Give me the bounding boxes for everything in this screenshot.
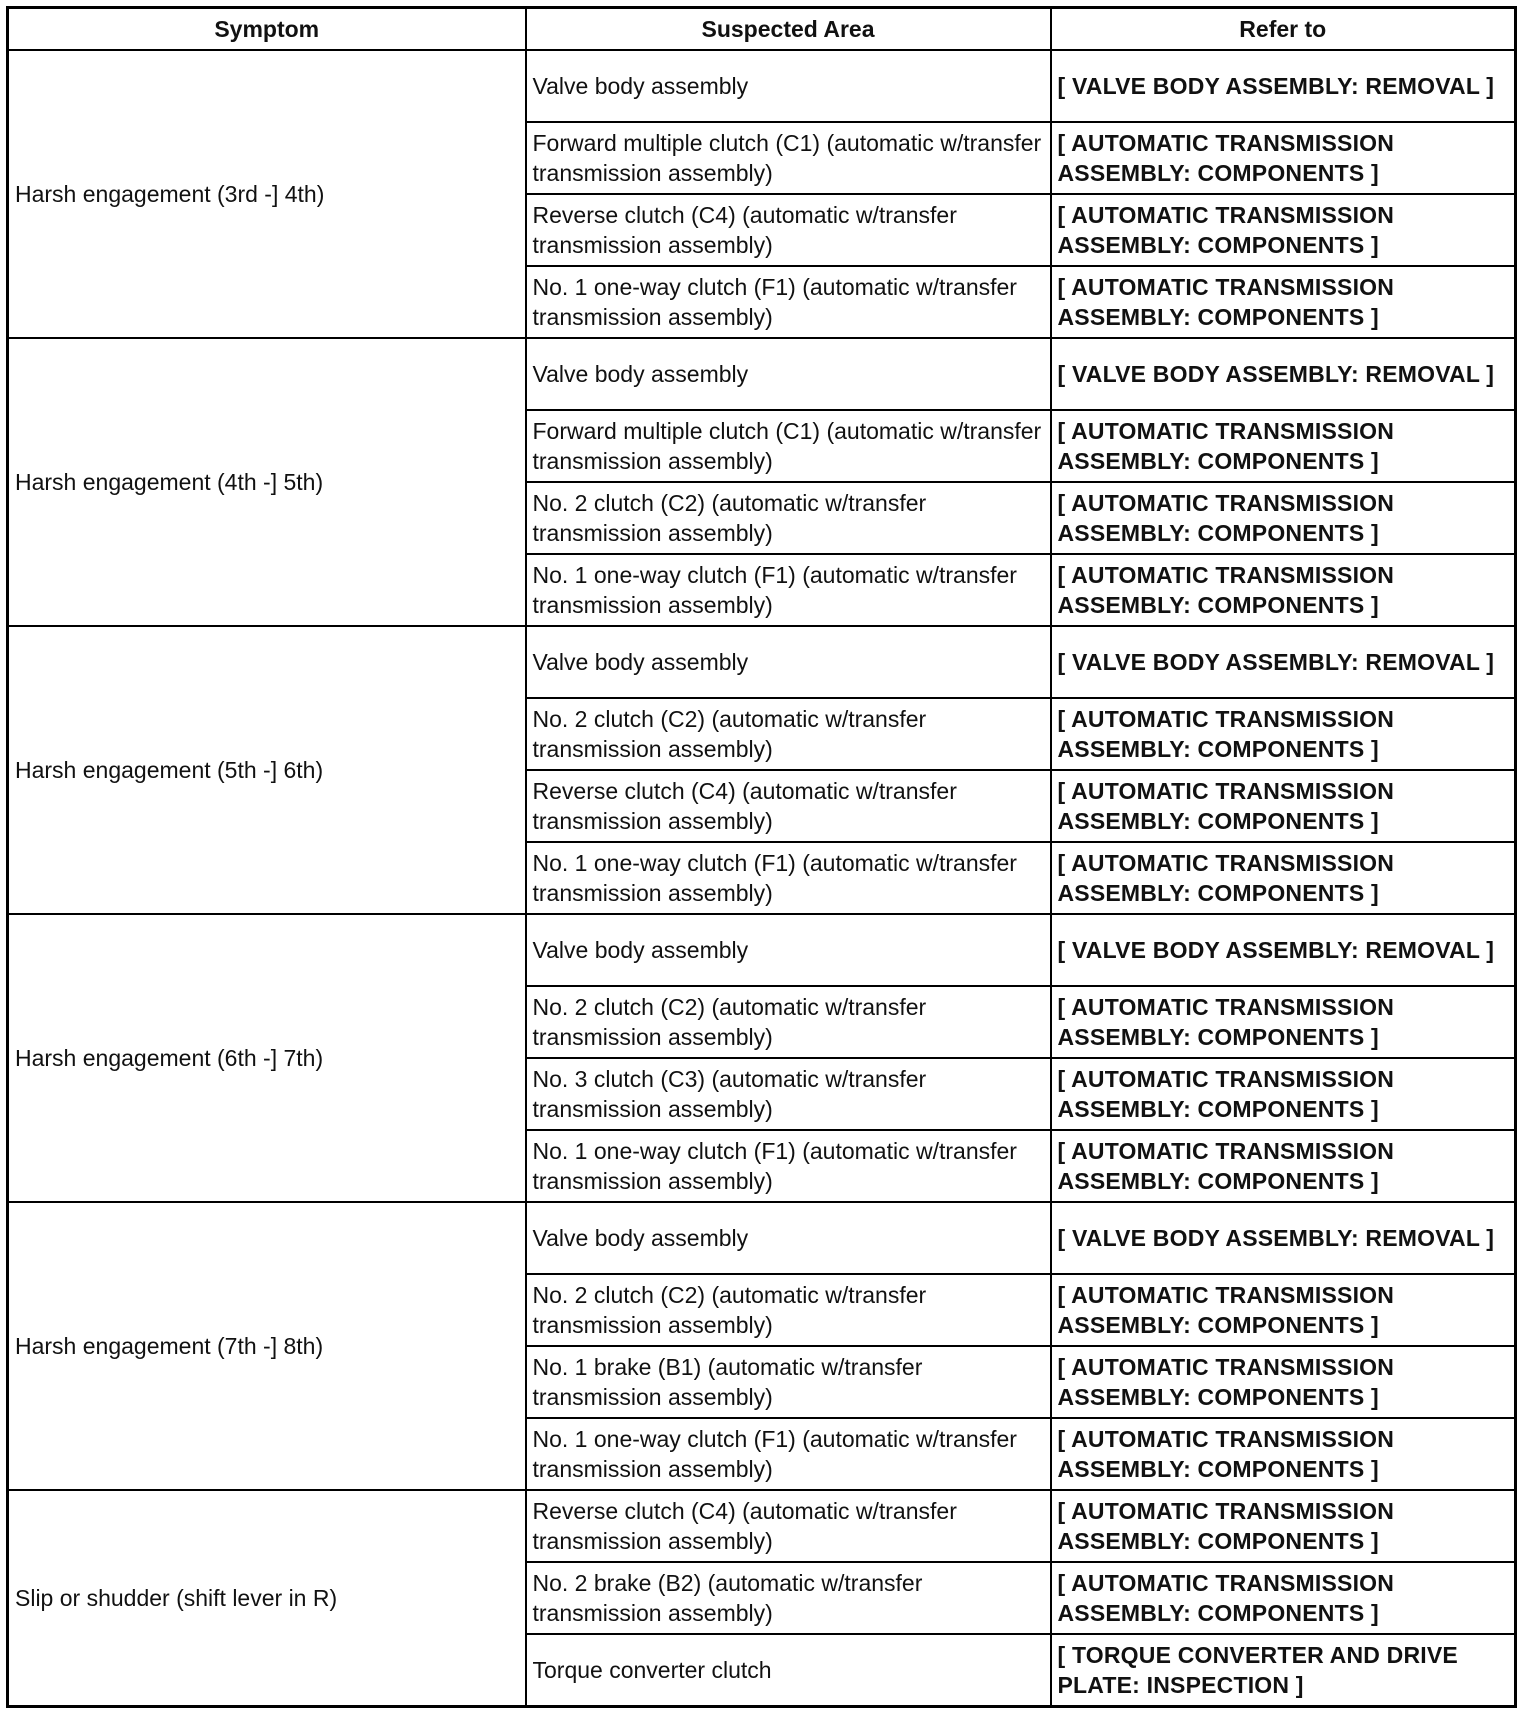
table-row: [8, 626, 1516, 698]
refer-to-cell: [ AUTOMATIC TRANSMISSION ASSEMBLY: COMPONENTS ]: [1051, 266, 1516, 338]
table-row: [8, 914, 1516, 986]
suspected-area-cell: Reverse clutch (C4) (automatic w/transfer transmission assembly): [526, 194, 1051, 266]
refer-to-cell: [ AUTOMATIC TRANSMISSION ASSEMBLY: COMPONENTS ]: [1051, 1490, 1516, 1562]
refer-to-cell: [ AUTOMATIC TRANSMISSION ASSEMBLY: COMPONENTS ]: [1051, 1130, 1516, 1202]
table-body: [8, 50, 1516, 1707]
suspected-area-cell: No. 2 clutch (C2) (automatic w/transfer transmission assembly): [526, 698, 1051, 770]
refer-to-cell: [ VALVE BODY ASSEMBLY: REMOVAL ]: [1051, 50, 1516, 122]
suspected-area-cell: No. 3 clutch (C3) (automatic w/transfer transmission assembly): [526, 1058, 1051, 1130]
refer-to-cell: [ AUTOMATIC TRANSMISSION ASSEMBLY: COMPONENTS ]: [1051, 842, 1516, 914]
suspected-area-cell: Valve body assembly: [526, 50, 1051, 122]
suspected-area-cell: No. 1 one-way clutch (F1) (automatic w/transfer transmission assembly): [526, 266, 1051, 338]
suspected-area-cell: No. 1 one-way clutch (F1) (automatic w/transfer transmission assembly): [526, 1418, 1051, 1490]
refer-to-cell: [ AUTOMATIC TRANSMISSION ASSEMBLY: COMPONENTS ]: [1051, 554, 1516, 626]
suspected-area-cell: No. 2 brake (B2) (automatic w/transfer transmission assembly): [526, 1562, 1051, 1634]
symptom-cell: Harsh engagement (6th -] 7th): [8, 914, 526, 1202]
refer-to-cell: [ VALVE BODY ASSEMBLY: REMOVAL ]: [1051, 626, 1516, 698]
refer-to-cell: [ VALVE BODY ASSEMBLY: REMOVAL ]: [1051, 914, 1516, 986]
refer-to-cell: [ AUTOMATIC TRANSMISSION ASSEMBLY: COMPONENTS ]: [1051, 986, 1516, 1058]
refer-to-cell: [ AUTOMATIC TRANSMISSION ASSEMBLY: COMPONENTS ]: [1051, 1274, 1516, 1346]
suspected-area-cell: Forward multiple clutch (C1) (automatic w/transfer transmission assembly): [526, 410, 1051, 482]
refer-to-cell: [ AUTOMATIC TRANSMISSION ASSEMBLY: COMPONENTS ]: [1051, 1418, 1516, 1490]
suspected-area-cell: Valve body assembly: [526, 338, 1051, 410]
symptom-cell: Harsh engagement (3rd -] 4th): [8, 50, 526, 338]
suspected-area-cell: No. 2 clutch (C2) (automatic w/transfer transmission assembly): [526, 986, 1051, 1058]
refer-to-cell: [ TORQUE CONVERTER AND DRIVE PLATE: INSPECTION ]: [1051, 1634, 1516, 1707]
refer-to-cell: [ AUTOMATIC TRANSMISSION ASSEMBLY: COMPONENTS ]: [1051, 1058, 1516, 1130]
suspected-area-cell: Reverse clutch (C4) (automatic w/transfer transmission assembly): [526, 770, 1051, 842]
refer-to-cell: [ AUTOMATIC TRANSMISSION ASSEMBLY: COMPONENTS ]: [1051, 194, 1516, 266]
suspected-area-cell: Valve body assembly: [526, 626, 1051, 698]
suspected-area-cell: No. 2 clutch (C2) (automatic w/transfer transmission assembly): [526, 482, 1051, 554]
table-row: [8, 1202, 1516, 1274]
refer-to-cell: [ VALVE BODY ASSEMBLY: REMOVAL ]: [1051, 338, 1516, 410]
header-suspected-area: Suspected Area: [526, 8, 1051, 51]
refer-to-cell: [ VALVE BODY ASSEMBLY: REMOVAL ]: [1051, 1202, 1516, 1274]
symptom-cell: Harsh engagement (7th -] 8th): [8, 1202, 526, 1490]
suspected-area-cell: No. 2 clutch (C2) (automatic w/transfer transmission assembly): [526, 1274, 1051, 1346]
suspected-area-cell: Torque converter clutch: [526, 1634, 1051, 1707]
suspected-area-cell: No. 1 one-way clutch (F1) (automatic w/transfer transmission assembly): [526, 1130, 1051, 1202]
refer-to-cell: [ AUTOMATIC TRANSMISSION ASSEMBLY: COMPONENTS ]: [1051, 410, 1516, 482]
refer-to-cell: [ AUTOMATIC TRANSMISSION ASSEMBLY: COMPONENTS ]: [1051, 482, 1516, 554]
refer-to-cell: [ AUTOMATIC TRANSMISSION ASSEMBLY: COMPONENTS ]: [1051, 698, 1516, 770]
symptom-cell: Harsh engagement (5th -] 6th): [8, 626, 526, 914]
table-row: [8, 50, 1516, 122]
diagnosis-table: [6, 6, 1517, 1708]
header-symptom: Symptom: [8, 8, 526, 51]
suspected-area-cell: Valve body assembly: [526, 1202, 1051, 1274]
refer-to-cell: [ AUTOMATIC TRANSMISSION ASSEMBLY: COMPONENTS ]: [1051, 1562, 1516, 1634]
symptom-cell: Slip or shudder (shift lever in R): [8, 1490, 526, 1707]
table-row: [8, 1490, 1516, 1562]
suspected-area-cell: No. 1 one-way clutch (F1) (automatic w/transfer transmission assembly): [526, 554, 1051, 626]
suspected-area-cell: No. 1 one-way clutch (F1) (automatic w/transfer transmission assembly): [526, 842, 1051, 914]
symptom-cell: Harsh engagement (4th -] 5th): [8, 338, 526, 626]
suspected-area-cell: Forward multiple clutch (C1) (automatic w/transfer transmission assembly): [526, 122, 1051, 194]
table-row: [8, 338, 1516, 410]
suspected-area-cell: No. 1 brake (B1) (automatic w/transfer transmission assembly): [526, 1346, 1051, 1418]
suspected-area-cell: Valve body assembly: [526, 914, 1051, 986]
refer-to-cell: [ AUTOMATIC TRANSMISSION ASSEMBLY: COMPONENTS ]: [1051, 122, 1516, 194]
suspected-area-cell: Reverse clutch (C4) (automatic w/transfer transmission assembly): [526, 1490, 1051, 1562]
refer-to-cell: [ AUTOMATIC TRANSMISSION ASSEMBLY: COMPONENTS ]: [1051, 1346, 1516, 1418]
header-row: [8, 8, 1516, 51]
refer-to-cell: [ AUTOMATIC TRANSMISSION ASSEMBLY: COMPONENTS ]: [1051, 770, 1516, 842]
header-refer-to: Refer to: [1051, 8, 1516, 51]
